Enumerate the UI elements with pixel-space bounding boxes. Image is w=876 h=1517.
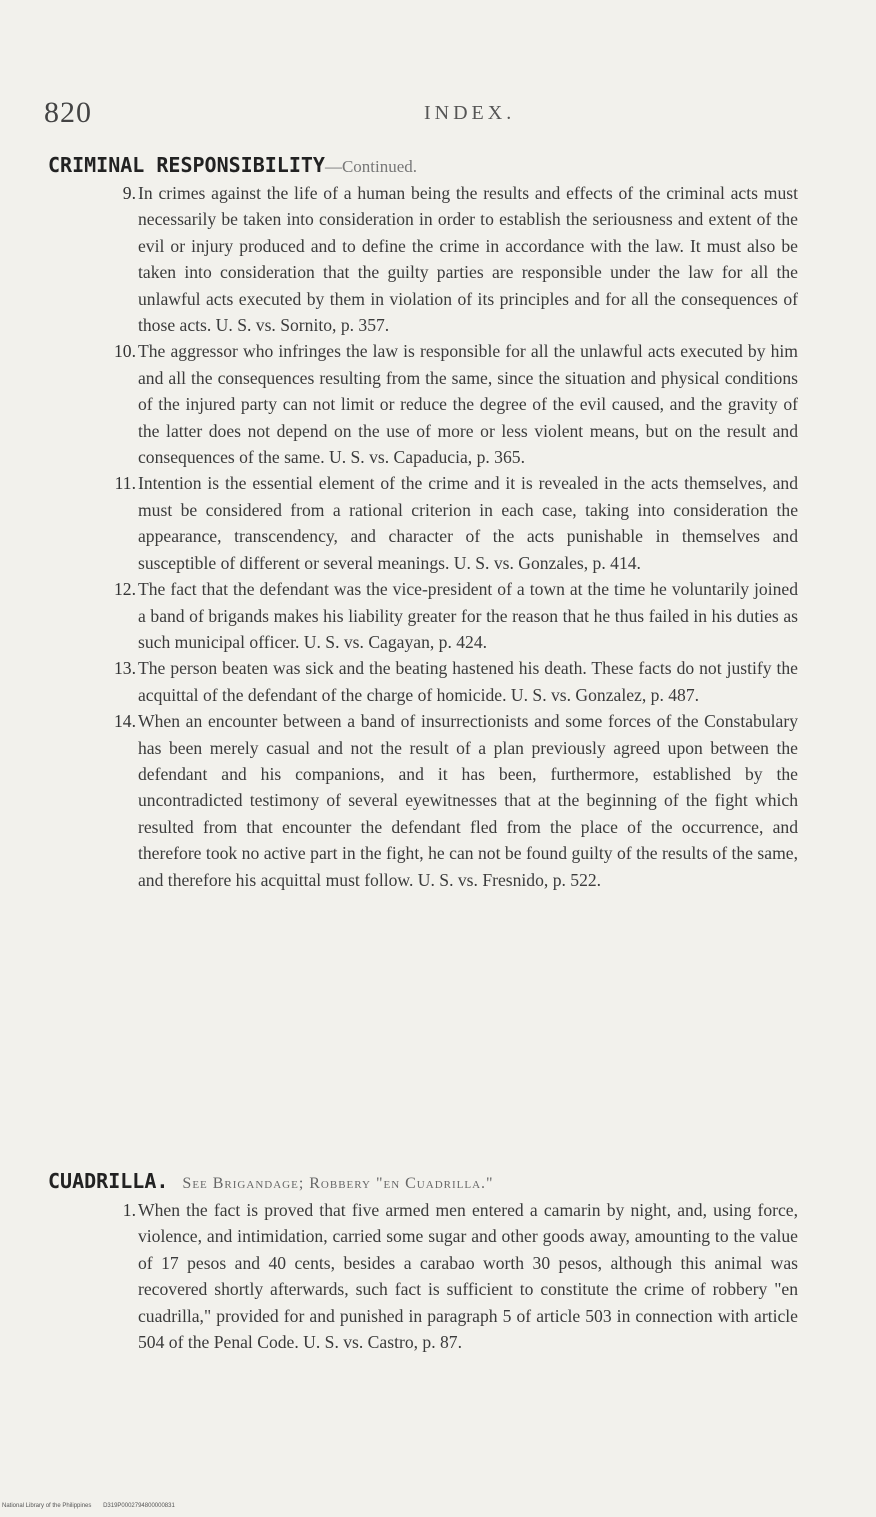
index-entry-1 — [88, 1197, 798, 1355]
index-entry-9 — [88, 180, 798, 338]
index-entry-12 — [88, 576, 798, 655]
running-head: INDEX. — [424, 102, 516, 124]
page-number: 820 — [44, 96, 92, 129]
entry-number: 12. — [114, 579, 136, 600]
page-header — [44, 96, 794, 136]
section-heading — [48, 152, 798, 180]
heading-text: CRIMINAL RESPONSIBILITY — [48, 153, 325, 177]
see-also-text: See Brigandage; Robbery "en Cuadrilla." — [182, 1175, 494, 1192]
entry-number: 11. — [114, 473, 136, 494]
index-entry-11 — [88, 470, 798, 576]
entry-number: 13. — [114, 658, 136, 679]
section-heading — [48, 1168, 798, 1197]
footer-identifier: D319P0002794800000831 — [103, 1503, 175, 1509]
entry-text: The fact that the defendant was the vice-president of a town at the time he voluntarily joined a band of brigands makes his liability greater for the reason that he thus failed in his duties as such municipal officer. U. S. vs. Cagayan, p. 424. — [138, 579, 798, 652]
section-cuadrilla — [48, 1168, 798, 1355]
entry-number: 14. — [114, 711, 136, 732]
index-entry-10 — [88, 338, 798, 470]
scan-footer — [2, 1503, 185, 1509]
heading-continued: —Continued. — [324, 157, 418, 176]
section-criminal-responsibility — [48, 152, 798, 893]
footer-source: National Library of the Philippines — [2, 1503, 92, 1509]
index-entry-14 — [88, 708, 798, 893]
entry-text: Intention is the essential element of the crime and it is revealed in the acts themselves, and must be considered from a rational criterion in each case, taking into consideration the appearance, transcendency, and character of the acts punishable in themselves and susceptible of different or several meanings. U. S. vs. Gonzales, p. 414. — [138, 473, 798, 573]
entry-text: When the fact is proved that five armed men entered a camarin by night, and, using force, violence, and intimidation, carried some sugar and other goods away, amounting to the value of 17 pesos and 40 cents, besides a carabao worth 30 pesos, although this animal was recovered shortly afterwards, such fact is sufficient to constitute the crime of robbery "en cuadrilla," provided for and punished in paragraph 5 of article 503 in connection with article 504 of the Penal Code. U. S. vs. Castro, p. 87. — [138, 1200, 798, 1353]
entry-text: The person beaten was sick and the beating hastened his death. These facts do not justify the acquittal of the defendant of the charge of homicide. U. S. vs. Gonzalez, p. 487. — [138, 658, 798, 705]
heading-text: CUADRILLA. — [48, 1169, 169, 1193]
entry-text: When an encounter between a band of insurrectionists and some forces of the Constabulary has been merely casual and not the result of a plan previously agreed upon between the defendant and his companions, and it has been, furthermore, established by the uncontradicted testimony of several eyewitnesses that at the beginning of the fight which resulted from that encounter the defendant fled from the place of the occurrence, and therefore took no active part in the fight, he can not be found guilty of the results of the same, and therefore his acquittal must follow. U. S. vs. Fresnido, p. 522. — [138, 711, 798, 890]
entry-number: 10. — [114, 341, 136, 362]
entry-text: The aggressor who infringes the law is responsible for all the unlawful acts executed by him and all the consequences resulting from the same, since the situation and physical conditions of the injured party can not limit or reduce the degree of the evil caused, and the gravity of the latter does not depend on the use of more or less violent means, but on the result and consequences of the same. U. S. vs. Capaducia, p. 365. — [138, 341, 798, 468]
entry-number: 9. — [122, 183, 136, 203]
entry-text: In crimes against the life of a human being the results and effects of the criminal acts must necessarily be taken into consideration in order to establish the seriousness and extent of the evil or injury produced and to define the crime in accordance with the law. It must also be taken into consideration that the guilty parties are responsible under the law for all the unlawful acts executed by them in violation of its principles and for all the consequences of those acts. U. S. vs. Sornito, p. 357. — [138, 183, 798, 336]
entry-number: 1. — [122, 1200, 136, 1220]
index-entry-13 — [88, 655, 798, 708]
see-also-reference — [182, 1175, 493, 1192]
